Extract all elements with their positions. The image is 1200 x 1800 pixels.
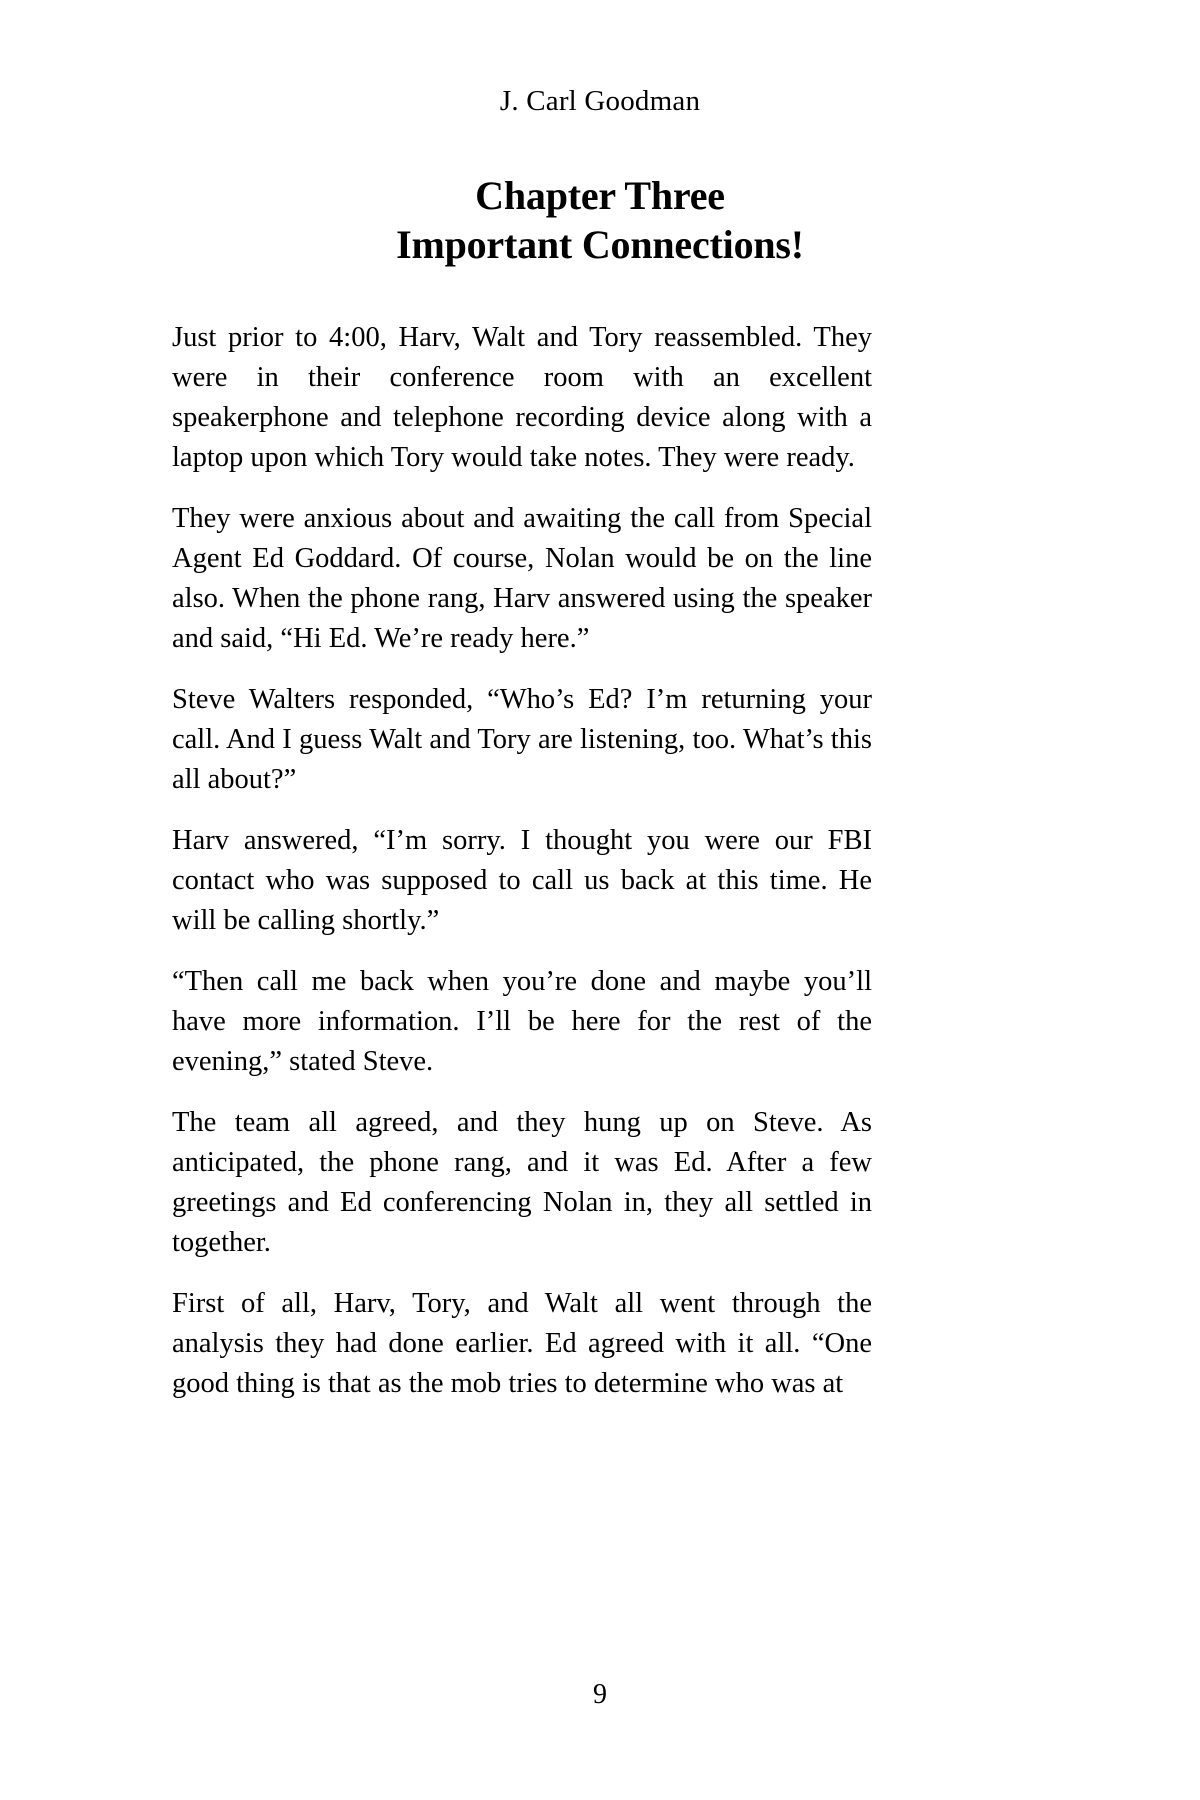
chapter-title-line-1: Chapter Three — [475, 173, 725, 218]
body-paragraph: Just prior to 4:00, Harv, Walt and Tory reassembled. They were in their conference room with an excellent speakerphone and telephone recording device along with a laptop upon which Tory would take notes. They were ready. — [172, 322, 872, 473]
body-paragraph: Harv answered, “I’m sorry. I thought you were our FBI contact who was supposed to call us back at this time. He will be calling shortly.” — [172, 825, 872, 936]
chapter-title — [0, 172, 1200, 270]
body-paragraph: The team all agreed, and they hung up on Steve. As anticipated, the phone rang, and it was Ed. After a few greetings and Ed conferencing Nolan in, they all settled in together. — [172, 1107, 872, 1258]
body-text-column — [172, 318, 872, 1404]
body-paragraph: Steve Walters responded, “Who’s Ed? I’m returning your call. And I guess Walt and Tory are listening, too. What’s this all about?” — [172, 684, 872, 795]
running-header: J. Carl Goodman — [499, 85, 701, 117]
body-paragraph: First of all, Harv, Tory, and Walt all went through the analysis they had done earlier. Ed agreed with it all. “One good thing is that as the mob tries to determine who was at — [172, 1288, 872, 1399]
body-paragraph: “Then call me back when you’re done and maybe you’ll have more information. I’ll be here for the rest of the evening,” stated Steve. — [172, 966, 872, 1077]
page-number: 9 — [593, 1679, 607, 1711]
chapter-title-line-2: Important Connections! — [396, 221, 804, 267]
body-paragraph: They were anxious about and awaiting the call from Special Agent Ed Goddard. Of course, Nolan would be on the line also. When the phone rang, Harv answered using the speaker and said, “Hi Ed. We’re ready here.” — [172, 503, 872, 654]
